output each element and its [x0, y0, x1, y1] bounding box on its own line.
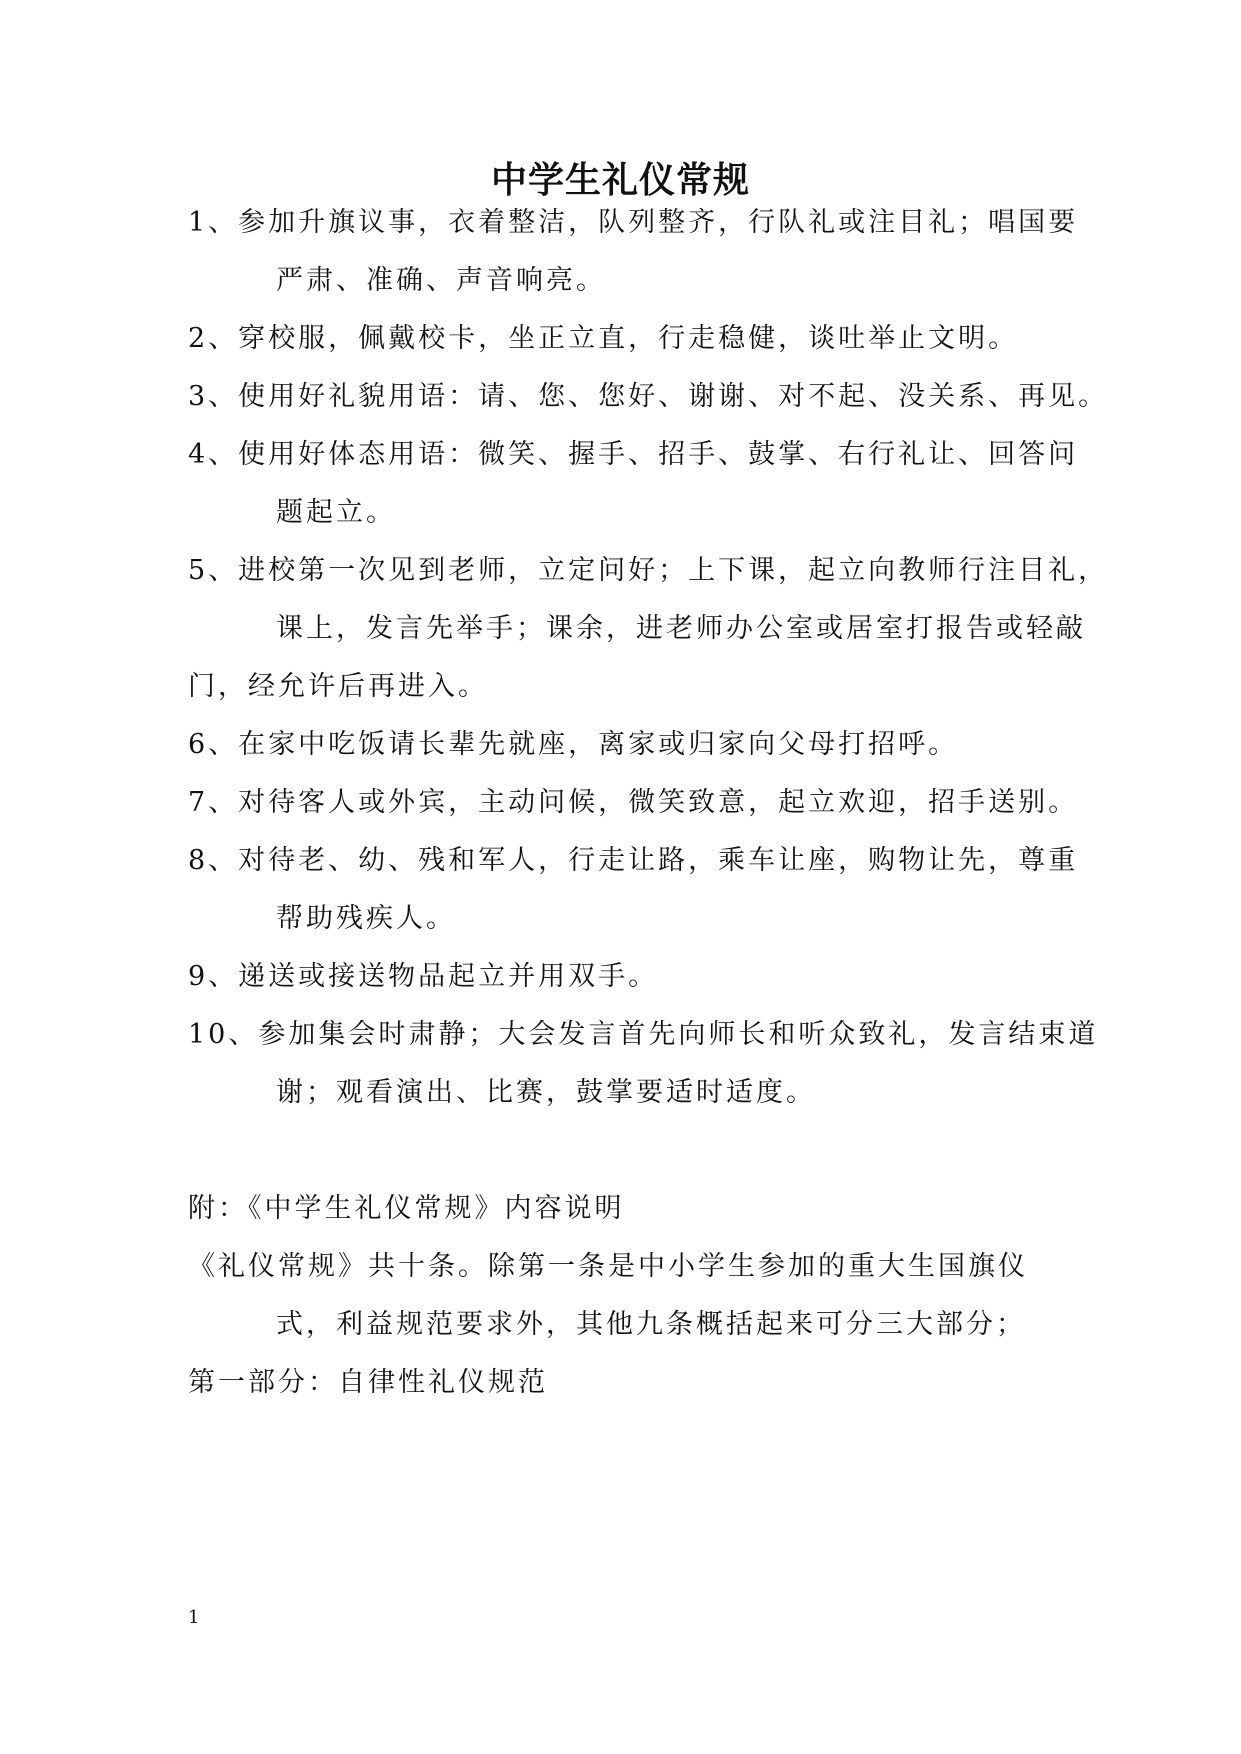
document-title: 中学生礼仪常规	[490, 160, 750, 201]
rule-10-line-1: 10、参加集会时肃静；大会发言首先向师长和听众致礼，发言结束道	[188, 1019, 1099, 1050]
page-number: 1	[188, 1607, 200, 1628]
rule-10-line-2: 谢；观看演出、比赛，鼓掌要适时适度。	[276, 1077, 816, 1108]
rule-4-line-2: 题起立。	[276, 497, 396, 528]
rule-3: 3、使用好礼貌用语：请、您、您好、谢谢、对不起、没关系、再见。	[188, 381, 1109, 412]
rule-9: 9、递送或接送物品起立并用双手。	[188, 961, 659, 992]
rule-6: 6、在家中吃饭请长辈先就座，离家或归家向父母打招呼。	[188, 729, 959, 760]
appendix-paragraph-line-2: 式，利益规范要求外，其他九条概括起来可分三大部分；	[276, 1309, 1026, 1340]
appendix-part-one: 第一部分：自律性礼仪规范	[188, 1367, 548, 1398]
appendix-heading: 附：《中学生礼仪常规》内容说明	[188, 1193, 625, 1224]
rule-8-line-2: 帮助残疾人。	[276, 903, 456, 934]
rule-4-line-1: 4、使用好体态用语：微笑、握手、招手、鼓掌、右行礼让、回答问	[188, 439, 1079, 470]
rule-7: 7、对待客人或外宾，主动问候，微笑致意，起立欢迎，招手送别。	[188, 787, 1079, 818]
rule-1-line-2: 严肃、准确、声音响亮。	[276, 265, 606, 296]
rule-8-line-1: 8、对待老、幼、残和军人，行走让路，乘车让座，购物让先，尊重	[188, 845, 1079, 876]
rule-5-line-1: 5、进校第一次见到老师，立定问好；上下课，起立向教师行注目礼，	[188, 555, 1109, 586]
rule-1-line-1: 1、参加升旗议事，衣着整洁，队列整齐，行队礼或注目礼；唱国要	[188, 207, 1079, 238]
appendix-paragraph-line-1: 《礼仪常规》共十条。除第一条是中小学生参加的重大生国旗仪	[188, 1251, 1028, 1282]
rule-2: 2、穿校服，佩戴校卡，坐正立直，行走稳健，谈吐举止文明。	[188, 323, 1019, 354]
rule-5-line-2: 课上，发言先举手；课余，进老师办公室或居室打报告或轻敲	[276, 613, 1086, 644]
rule-5-line-3: 门，经允许后再进入。	[188, 671, 488, 702]
